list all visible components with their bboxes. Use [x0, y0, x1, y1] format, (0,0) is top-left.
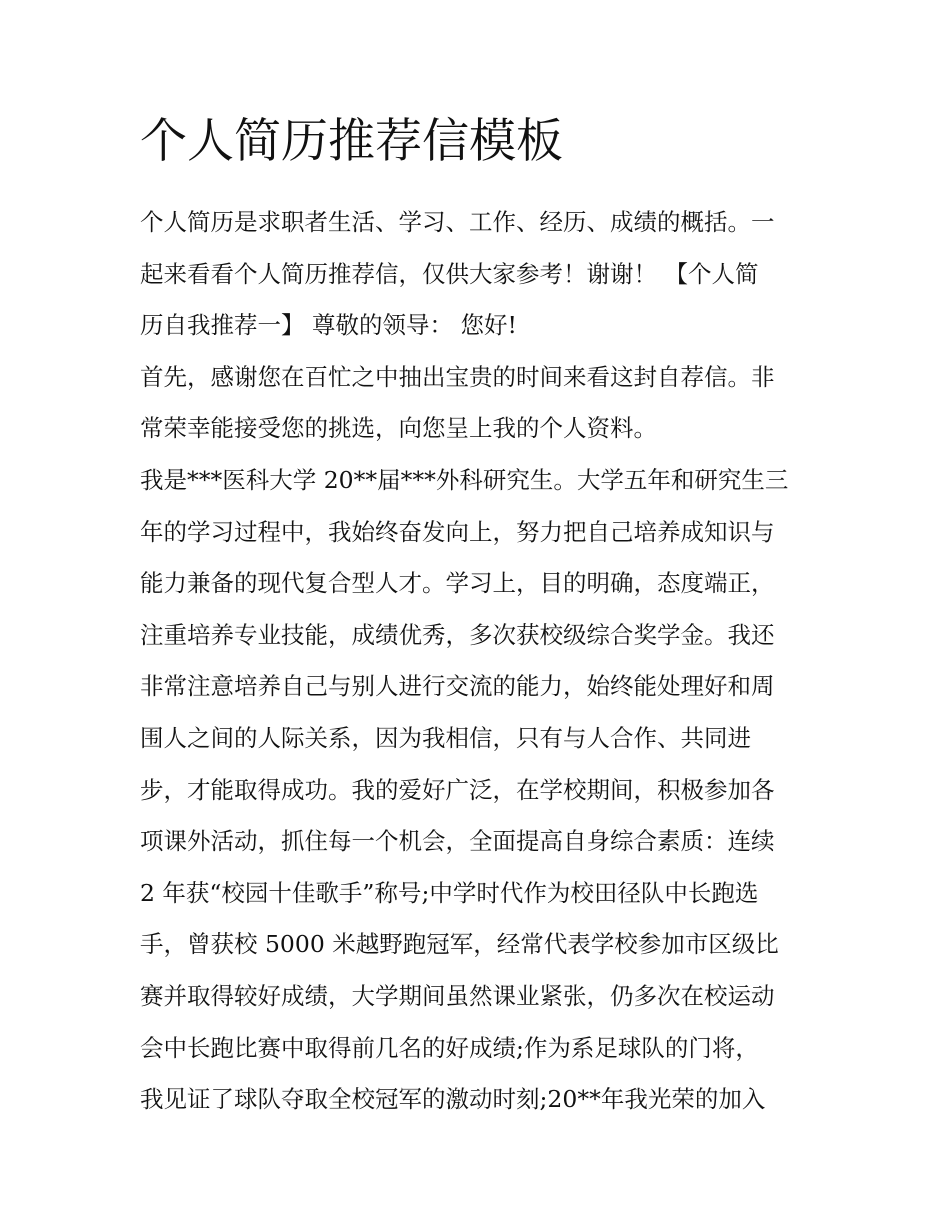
text-line: 项课外活动，抓住每一个机会，全面提高自身综合素质：连续 [140, 827, 775, 856]
text-line: 赛并取得较好成绩，大学期间虽然课业紧张，仍多次在校运动 [140, 981, 775, 1010]
text-line: 我是***医科大学 20**届***外科研究生。大学五年和研究生三 [140, 465, 789, 494]
text-line: 年的学习过程中，我始终奋发向上，努力把自己培养成知识与 [140, 517, 775, 546]
text-line: 常荣幸能接受您的挑选，向您呈上我的个人资料。 [140, 414, 657, 443]
text-line: 会中长跑比赛中取得前几名的好成绩;作为系足球队的门将， [140, 1033, 759, 1062]
document-title: 个人简历推荐信模板 [140, 114, 563, 169]
text-line: 我见证了球队夺取全校冠军的激动时刻;20**年我光荣的加入 [140, 1085, 766, 1114]
text-line: 非常注意培养自己与别人进行交流的能力，始终能处理好和周 [140, 672, 775, 701]
text-line: 手，曾获校 5000 米越野跑冠军，经常代表学校参加市区级比 [140, 930, 779, 959]
text-line: 注重培养专业技能，成绩优秀，多次获校级综合奖学金。我还 [140, 620, 775, 649]
text-line: 2 年获“校园十佳歌手”称号;中学时代作为校田径队中长跑选 [140, 878, 759, 907]
text-line: 个人简历是求职者生活、学习、工作、经历、成绩的概括。一 [140, 208, 775, 236]
text-line: 起来看看个人简历推荐信，仅供大家参考！谢谢！ 【个人简 [140, 259, 759, 288]
text-line: 围人之间的人际关系，因为我相信，只有与人合作、共同进 [140, 723, 751, 752]
text-line: 步，才能取得成功。我的爱好广泛，在学校期间，积极参加各 [140, 775, 775, 804]
text-line: 能力兼备的现代复合型人才。学习上，目的明确，态度端正， [140, 569, 775, 598]
text-line: 历自我推荐一】 尊敬的领导： 您好! [140, 311, 517, 340]
text-line: 首先，感谢您在百忙之中抽出宝贵的时间来看这封自荐信。非 [140, 362, 775, 391]
document-body [140, 197, 820, 1126]
